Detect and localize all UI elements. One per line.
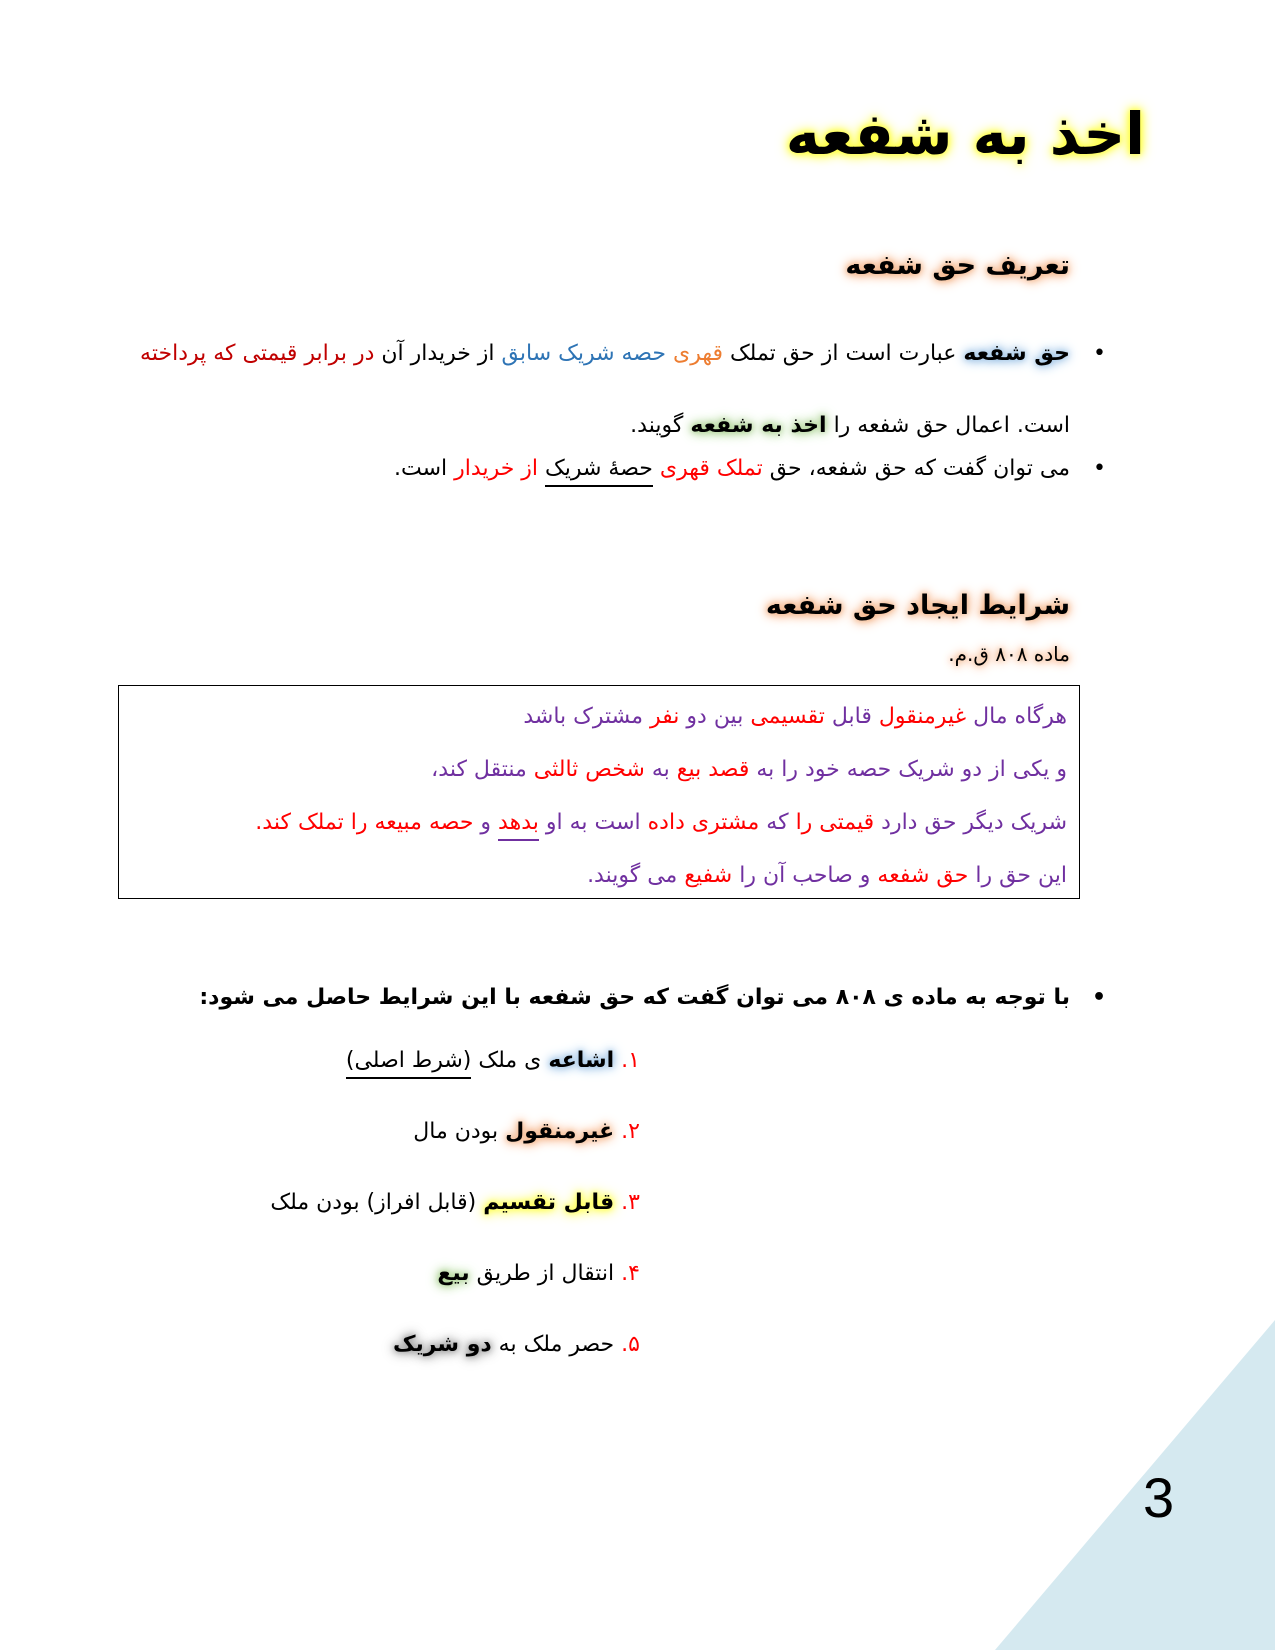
- text-segment: و یکی از دو شریک حصه خود را به: [749, 757, 1067, 782]
- article-line: [119, 796, 1067, 849]
- text-segment: با توجه به ماده ی ۸۰۸ می توان گفت که حق شفعه با این شرایط حاصل می شود:: [199, 985, 1070, 1010]
- text-segment: هرگاه مال: [966, 704, 1067, 729]
- list-item: [270, 1253, 640, 1324]
- text-segment: حصر ملک به: [491, 1332, 615, 1357]
- text-segment: شفیع: [684, 863, 733, 888]
- heading-conditions: [766, 590, 1070, 621]
- text-segment: مشتری داده: [647, 810, 760, 835]
- text-segment: غیرمنقول: [878, 704, 967, 729]
- bullet-icon: •: [1093, 341, 1106, 366]
- text-segment: عبارت است از حق تملک: [723, 341, 964, 366]
- article-reference: [948, 642, 1070, 666]
- text-segment: است به او: [538, 810, 648, 835]
- text-segment: گویند.: [630, 413, 691, 438]
- article-line: [119, 690, 1067, 743]
- bullet-icon: •: [1091, 985, 1106, 1010]
- text-segment: حق شفعه: [963, 341, 1070, 366]
- list-item: [270, 1111, 640, 1182]
- text-segment: حصهٔ شریک: [545, 456, 653, 487]
- text-segment: اخذ به شفعه: [690, 413, 827, 438]
- list-number: ۳.: [614, 1190, 640, 1215]
- text-segment: غیرمنقول: [505, 1119, 615, 1144]
- list-number: ۲.: [614, 1119, 640, 1144]
- list-item: [270, 1182, 640, 1253]
- text-segment: بیع: [437, 1261, 470, 1286]
- text-segment: در برابر قیمتی که پرداخته: [140, 341, 375, 366]
- text-segment: و: [473, 810, 499, 835]
- text-segment: که: [759, 810, 796, 835]
- heading-definition-text: تعریف حق شفعه: [845, 250, 1070, 281]
- list-number: ۵.: [614, 1332, 640, 1357]
- text-segment: [653, 456, 660, 481]
- text-segment: قابل: [824, 704, 879, 729]
- text-segment: [538, 456, 545, 481]
- text-segment: حصه مبیعه را تملک کند.: [255, 810, 474, 835]
- text-segment: تملک قهری: [659, 456, 763, 481]
- paragraph-text: [140, 341, 1070, 438]
- bullet-paragraph-summary: [394, 456, 1106, 481]
- list-item: [270, 1040, 640, 1111]
- bullet-paragraph-conditions-intro: [199, 985, 1106, 1010]
- page-title: [786, 100, 1145, 168]
- text-segment: نفر: [650, 704, 680, 729]
- bullet-icon: •: [1093, 456, 1106, 481]
- list-number: ۱.: [614, 1048, 640, 1073]
- list-number: ۴.: [614, 1261, 640, 1286]
- article-line: [119, 849, 1067, 902]
- text-segment: قهری: [672, 341, 723, 366]
- text-segment: از خریدار: [454, 456, 539, 481]
- text-segment: بین دو: [679, 704, 751, 729]
- text-segment: (شرط اصلی): [346, 1048, 472, 1079]
- article-line: [119, 743, 1067, 796]
- text-segment: ی ملک: [471, 1048, 549, 1073]
- text-segment: دو شریک: [392, 1332, 492, 1357]
- article-text-box: [118, 685, 1080, 899]
- text-segment: به: [644, 757, 677, 782]
- text-segment: شخص ثالثی: [533, 757, 645, 782]
- text-segment: (قابل افراز) بودن ملک: [270, 1190, 484, 1215]
- bullet-paragraph-definition: [130, 318, 1106, 462]
- text-segment: حق شفعه: [877, 863, 969, 888]
- article-reference-text: ماده ۸۰۸ ق.م.: [948, 642, 1070, 666]
- text-segment: [666, 341, 673, 366]
- conditions-list: [270, 1040, 640, 1395]
- corner-triangle: [995, 1320, 1275, 1650]
- text-segment: شریک دیگر حق دارد: [874, 810, 1067, 835]
- text-segment: تقسیمی: [750, 704, 825, 729]
- text-segment: اشاعه: [548, 1048, 615, 1073]
- text-segment: انتقال از طریق: [469, 1261, 615, 1286]
- text-segment: از خریدار آن: [374, 341, 502, 366]
- text-segment: این حق را: [968, 863, 1067, 888]
- paragraph-text: [394, 456, 1070, 487]
- text-segment: منتقل کند،: [431, 757, 534, 782]
- heading-conditions-text: شرایط ایجاد حق شفعه: [765, 590, 1070, 621]
- paragraph-text: [199, 985, 1070, 1010]
- text-segment: و صاحب آن را: [732, 863, 878, 888]
- text-segment: قصد بیع: [676, 757, 750, 782]
- text-segment: بدهد: [498, 810, 539, 841]
- list-item: [270, 1324, 640, 1395]
- title-text: اخذ به شفعه: [785, 100, 1145, 168]
- text-segment: بودن مال: [413, 1119, 506, 1144]
- text-segment: مشترک باشد: [523, 704, 651, 729]
- heading-definition: [845, 250, 1070, 281]
- text-segment: است.: [394, 456, 455, 481]
- text-segment: می گویند.: [587, 863, 685, 888]
- text-segment: است. اعمال حق شفعه را: [826, 413, 1070, 438]
- text-segment: قابل تقسیم: [483, 1190, 615, 1215]
- page-number: 3: [1143, 1466, 1175, 1529]
- text-segment: می توان گفت که حق شفعه، حق: [762, 456, 1070, 481]
- corner-decoration: [995, 1320, 1275, 1650]
- text-segment: قیمتی را: [795, 810, 875, 835]
- text-segment: حصه شریک سابق: [501, 341, 666, 366]
